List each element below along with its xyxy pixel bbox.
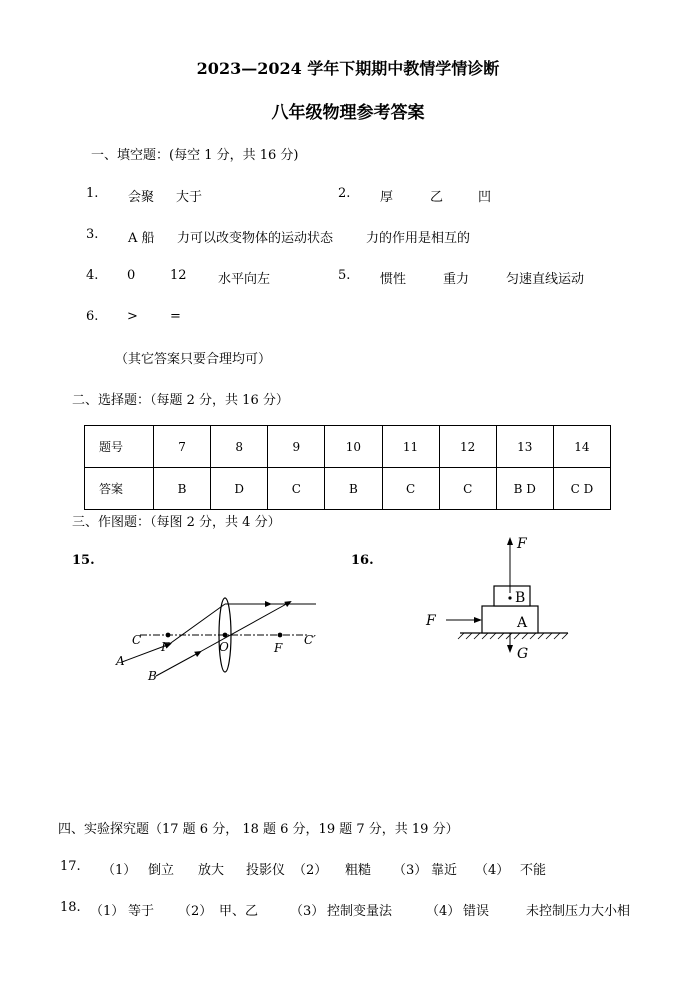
q18-answer-3: 控制变量法 xyxy=(327,904,393,919)
focal-point-right xyxy=(278,633,283,638)
focal-point-left xyxy=(166,633,171,638)
q1-num: 1. xyxy=(86,186,99,201)
doc-subtitle: 八年级物理参考答案 xyxy=(271,103,425,123)
label-b: B xyxy=(148,669,157,683)
q18-part-4: （4） xyxy=(426,904,461,919)
ray-a-to-lens xyxy=(168,604,225,645)
q3-answer-2: 力可以改变物体的运动状态 xyxy=(177,231,334,246)
label-c-prime: C′ xyxy=(304,633,316,647)
q3-num: 3. xyxy=(86,227,99,242)
q17-answer-4: 粗糙 xyxy=(345,863,372,878)
q17-part-4: （4） xyxy=(475,863,510,878)
table-cell-answer: B xyxy=(325,468,382,510)
label-f-left: F xyxy=(426,613,436,629)
label-c: C xyxy=(132,633,142,647)
section1-note: （其它答案只要合理均可） xyxy=(115,352,272,367)
table-row-questions xyxy=(85,426,611,468)
doc-title: 2023—2024 学年下期期中教情学情诊断 xyxy=(196,59,500,78)
table-cell-question: 12 xyxy=(439,426,496,468)
table-cell-answer: C xyxy=(268,468,325,510)
q5-answer-2: 重力 xyxy=(443,272,470,287)
answer-table xyxy=(84,425,611,510)
section4-heading: 四、实验探究题（17 题 6 分， 18 题 6 分，19 题 7 分，共 19 分） xyxy=(58,822,459,837)
label-block-a: A xyxy=(517,615,528,631)
table-cell-answer: C xyxy=(439,468,496,510)
table-header-answer: 答案 xyxy=(85,468,154,510)
table-cell-answer: B xyxy=(154,468,211,510)
ray-b-incident xyxy=(156,652,200,676)
q5-answer-3: 匀速直线运动 xyxy=(506,272,585,287)
q17-part-1: （1） xyxy=(102,863,137,878)
q17-answer-1: 倒立 xyxy=(148,863,175,878)
q3-answer-1: A 船 xyxy=(128,231,155,246)
lens-ray-diagram xyxy=(110,590,325,685)
q6-num: 6. xyxy=(86,309,99,324)
q18-answer-5: 未控制压力大小相 xyxy=(526,904,631,919)
q5-answer-1: 惯性 xyxy=(380,272,407,287)
force-diagram xyxy=(420,533,580,663)
fig16-num: 16. xyxy=(351,553,374,568)
optical-center xyxy=(223,633,228,638)
ground-hatch xyxy=(458,633,568,639)
q4-num: 4. xyxy=(86,268,99,283)
q18-answer-2: 甲、乙 xyxy=(219,904,259,919)
table-cell-answer: B D xyxy=(496,468,553,510)
label-o: O xyxy=(219,640,229,654)
q18-answer-1: 等于 xyxy=(128,904,155,919)
table-row-answers xyxy=(85,468,611,510)
q17-answer-6: 不能 xyxy=(520,863,547,878)
label-f-top: F xyxy=(517,536,527,552)
q2-num: 2. xyxy=(338,186,351,201)
table-cell-question: 11 xyxy=(382,426,439,468)
table-cell-question: 14 xyxy=(553,426,610,468)
q2-answer-3: 凹 xyxy=(478,190,492,205)
q18-part-2: （2） xyxy=(178,904,213,919)
label-g: G xyxy=(517,646,529,662)
q4-answer-2: 12 xyxy=(170,268,187,283)
q1-answer-2: 大于 xyxy=(176,190,203,205)
q17-answer-5: 靠近 xyxy=(431,863,458,878)
label-f-right: F xyxy=(274,641,283,655)
table-cell-answer: D xyxy=(211,468,268,510)
table-cell-question: 8 xyxy=(211,426,268,468)
section3-heading: 三、作图题：（每图 2 分，共 4 分） xyxy=(72,515,281,530)
table-cell-question: 10 xyxy=(325,426,382,468)
center-dot xyxy=(508,596,511,599)
q4-answer-1: 0 xyxy=(127,268,136,283)
q17-answer-3: 投影仪 xyxy=(246,863,286,878)
q18-answer-4: 错误 xyxy=(463,904,490,919)
table-cell-question: 7 xyxy=(154,426,211,468)
table-header-question: 题号 xyxy=(85,426,154,468)
q18-part-3: （3） xyxy=(290,904,325,919)
block-a xyxy=(482,606,538,633)
q3-answer-3: 力的作用是相互的 xyxy=(366,231,471,246)
section1-heading: 一、填空题：(每空 1 分，共 16 分) xyxy=(91,148,299,163)
q18-num: 18. xyxy=(60,900,81,915)
table-cell-answer: C xyxy=(382,468,439,510)
q4-answer-3: 水平向左 xyxy=(218,272,271,287)
section2-heading: 二、选择题：（每题 2 分，共 16 分） xyxy=(72,393,289,408)
q17-part-2: （2） xyxy=(293,863,328,878)
label-f-left: F xyxy=(161,640,170,654)
q1-answer-1: 会聚 xyxy=(128,190,155,205)
q5-num: 5. xyxy=(338,268,351,283)
q2-answer-1: 厚 xyxy=(380,190,394,205)
table-cell-answer: C D xyxy=(553,468,610,510)
q2-answer-2: 乙 xyxy=(430,190,444,205)
table-cell-question: 13 xyxy=(496,426,553,468)
q17-num: 17. xyxy=(60,859,81,874)
q6-answer-2: = xyxy=(170,309,181,324)
q6-answer-1: > xyxy=(127,309,138,324)
q17-part-3: （3） xyxy=(393,863,428,878)
label-a: A xyxy=(116,654,125,668)
fig15-num: 15. xyxy=(72,553,95,568)
table-cell-question: 9 xyxy=(268,426,325,468)
label-block-b: B xyxy=(515,590,526,606)
q18-part-1: （1） xyxy=(90,904,125,919)
q17-answer-2: 放大 xyxy=(198,863,225,878)
